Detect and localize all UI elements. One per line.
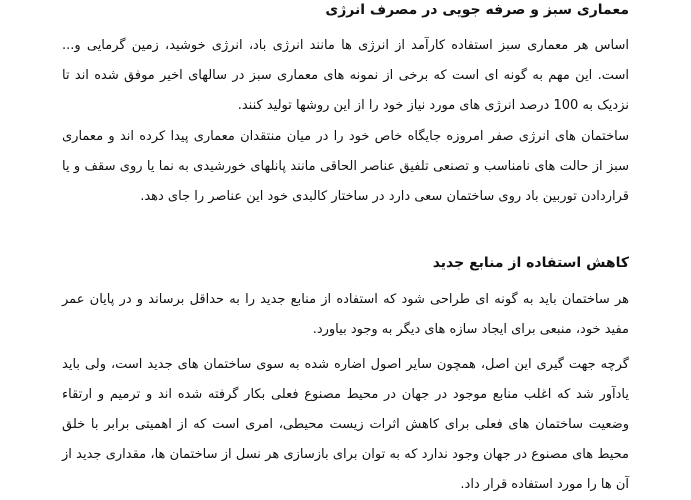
paragraph-zero-energy-buildings: ساختمان های انرژی صفر امروزه جایگاه خاص خود را در میان منتقدان معماری پیدا کرده اند و معماری سبز از حالت های نامناسب و تصنعی تلفیق عناصر الحاقی مانند پانلهای خورشیدی به نما یا روی سقف و یا قراردادن توربین باد روی ساختمان سعی دارد در ساختار کالبدی خود این عناصر را جای دهد. — [62, 129, 629, 204]
paragraph-renovation-existing: گرچه جهت گیری این اصل، همچون سایر اصول اضاره شده به سوی ساختمان های جدید است، ولی باید یادآور شد که اغلب منابع موجود در جهان در محیط مصنوع فعلی بکار گرفته شده اند و ترمیم و ارتقاء وضعیت ساختمان های فعلی برای کاهش اثرات زیست محیطی، امری است که از اهمیتی برابر با خلق محیط های مصنوع در جهان وجود ندارد که به توان برای بازسازی هر نسل از ساختمان ها، مقداری جدید از آن ها را مورد استفاده قرار داد. — [62, 357, 629, 492]
section-heading-green-architecture: معماری سبز و صرفه جویی در مصرف انرژی — [325, 2, 629, 18]
paragraph-minimize-resources: هر ساختمان باید به گونه ای طراحی شود که استفاده از منابع جدید را به حداقل برساند و در پایان عمر مفید خود، منبعی برای ایجاد سازه های دیگر به وجود بیاورد. — [62, 292, 629, 337]
section-heading-reduce-new-resources: کاهش استفاده از منابع جدید — [432, 255, 629, 271]
paragraph-energy-efficiency: اساس هر معماری سبز استفاده کارآمد از انرژی ها مانند انرژی باد، انرژی خوشید، زمین گرمایی و... است. این مهم به گونه ای است که برخی از نمونه های معماری سبز در سالهای اخیر موفق شده اند تا نزدیک به 100 درصد انرژی های مورد نیاز خود را از این روشها تولید کنند. — [62, 38, 629, 113]
